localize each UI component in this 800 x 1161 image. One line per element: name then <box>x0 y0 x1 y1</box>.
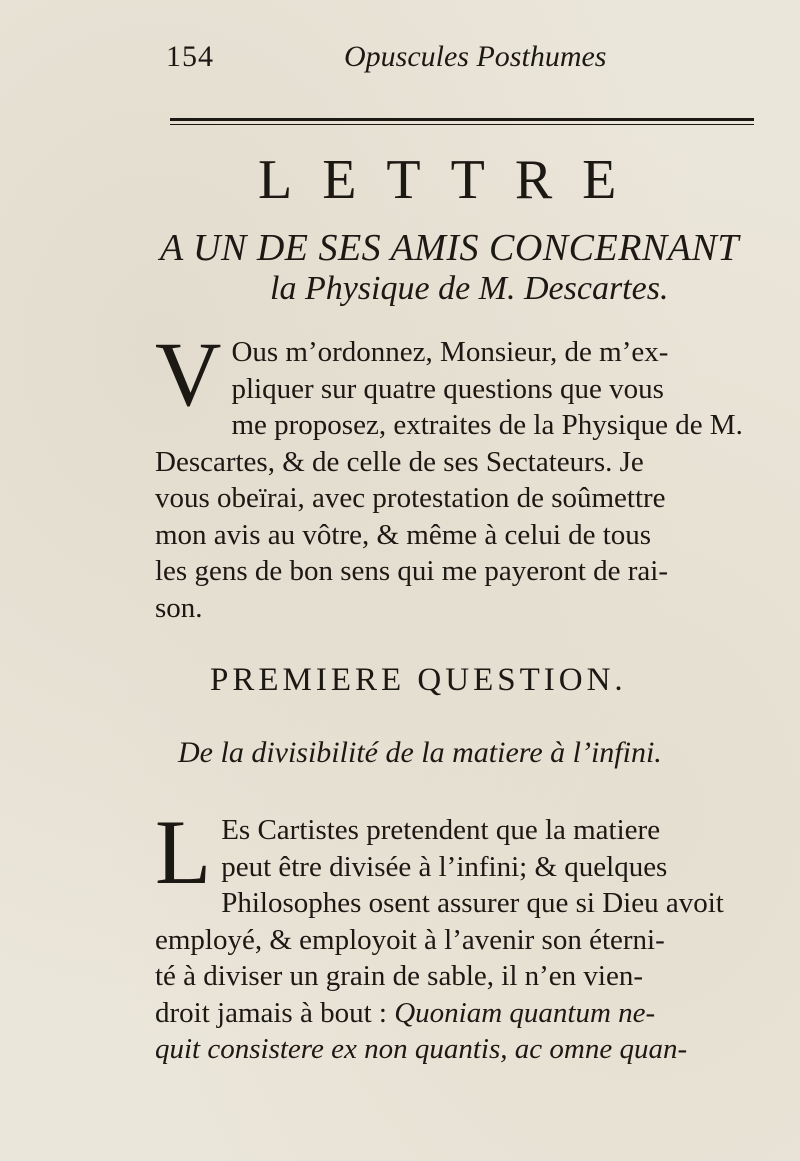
question-heading: PREMIERE QUESTION. <box>210 662 627 698</box>
question-subtitle: De la divisibilité de la matiere à l’infini. <box>178 736 662 769</box>
paragraph-1 <box>155 323 765 626</box>
paragraph-2-line: Es Cartistes pretendent que la matiere <box>221 814 661 846</box>
letter-heading: LETTRE <box>258 149 647 211</box>
latin-quote-part1: Quoniam quantum ne- <box>394 996 656 1029</box>
paragraph-1-line: les gens de bon sens qui me payeront de rai- <box>155 555 668 587</box>
drop-cap-v: V <box>155 323 222 425</box>
paragraph-2 <box>155 801 765 1068</box>
paragraph-1-line: Ous m’ordonnez, Monsieur, de m’ex- <box>231 336 669 368</box>
paragraph-1-line: Descartes, & de celle de ses Sectateurs. Je <box>155 445 644 478</box>
paragraph-2-line-text: droit jamais à bout : <box>155 996 387 1029</box>
drop-cap-l: L <box>155 801 212 903</box>
paragraph-1-line: pliquer sur quatre questions que vous <box>231 372 664 405</box>
header-rule-thin <box>170 124 754 125</box>
paragraph-2-line <box>155 995 765 1032</box>
paragraph-2-line: peut être divisée à l’infini; & quelques <box>221 850 668 883</box>
running-head <box>166 40 756 84</box>
letter-subtitle-line2: la Physique de M. Descartes. <box>270 270 669 307</box>
running-title: Opuscules Posthumes <box>344 40 607 73</box>
latin-quote-part2: quit consistere ex non quantis, ac omne quan- <box>155 1033 688 1065</box>
letter-subtitle-line1: A UN DE SES AMIS CONCERNANT <box>160 227 739 269</box>
paragraph-2-line: Philosophes osent assurer que si Dieu avoit <box>221 887 724 919</box>
page-number: 154 <box>166 40 214 73</box>
paragraph-1-line: me proposez, extraites de la Physique de M. <box>231 409 743 441</box>
paragraph-2-line: té à diviser un grain de sable, il n’en vien- <box>155 960 644 992</box>
header-rule <box>170 118 754 121</box>
paragraph-1-line: son. <box>155 591 203 624</box>
paragraph-2-line: employé, & employoit à l’avenir son éterni- <box>155 923 665 956</box>
paragraph-1-line: mon avis au vôtre, & même à celui de tous <box>155 518 652 551</box>
paragraph-1-line: vous obeïrai, avec protestation de soûmettre <box>155 482 666 514</box>
